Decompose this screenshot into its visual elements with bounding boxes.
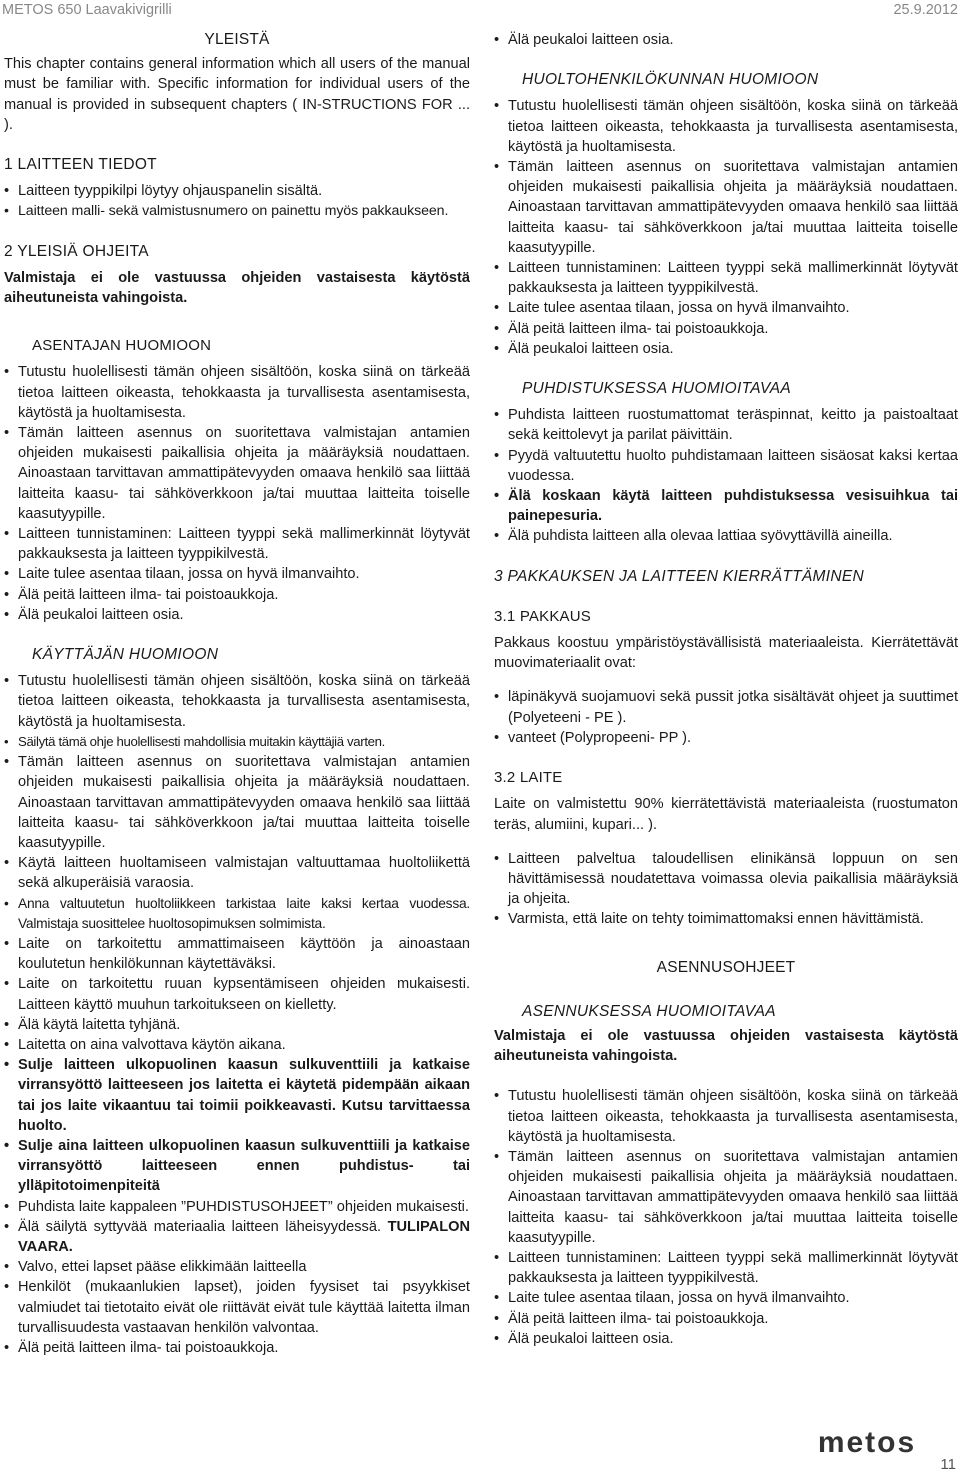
service-heading: HUOLTOHENKILÖKUNNAN HUOMIOON xyxy=(522,71,819,89)
user-list xyxy=(4,671,470,1358)
list-item: • Puhdista laite kappaleen ”PUHDISTUSOHJEET” ohjeiden mukaisesti. xyxy=(4,1197,470,1217)
list-item: • Tämän laitteen asennus on suoritettava valmistajan antamien ohjeiden mukaisesti paikallisia ohjeita ja määräyksiä noudattaen. Ainoastaan tarvittavan ammattipätevyyden omaava henkilö saa liittää laitteita kaasu- tai sähköverkkoon ja/tai muuttaa laitteita toiselle kaasutyypille. xyxy=(4,752,470,853)
list-item: • Laitteen tunnistaminen: Laitteen tyyppi sekä mallimerkinnät löytyvät pakkauksesta ja laitteen tyyppikilvestä. xyxy=(494,258,958,298)
list-item: • Tämän laitteen asennus on suoritettava valmistajan antamien ohjeiden mukaisesti paikallisia ohjeita ja määräyksiä noudattaen. Ainoastaan tarvittavan ammattipätevyyden omaava henkilö saa liittää laitteita kaasu- tai sähköverkkoon ja/tai muuttaa laitteita toiselle kaasutyypille. xyxy=(494,1147,958,1248)
list-item: • Laitteen palveltua taloudellisen elinikänsä loppuun on sen hävittämisessä noudatettava voimassa olevia paikallisia määräyksiä ja ohjeita. xyxy=(494,849,958,910)
fire-hazard-text: TULIPALON VAARA. xyxy=(18,1218,470,1255)
list-item: • Laite tulee asentaa tilaan, jossa on hyvä ilmanvaihto. xyxy=(494,1288,958,1308)
list-item: • Laitteen tunnistaminen: Laitteen tyyppi sekä mallimerkinnät löytyvät pakkauksesta ja laitteen tyyppikilvestä. xyxy=(4,524,470,564)
list-item: • Laitteen malli- sekä valmistusnumero on painettu myös pakkaukseen. xyxy=(4,201,470,221)
right-column xyxy=(494,30,958,1349)
list-item: • Laite on tarkoitettu ammattimaiseen käyttöön ja ainoastaan koulutetun henkilökunnan käytettäväksi. xyxy=(4,934,470,974)
list-item: • Älä peitä laitteen ilma- tai poistoaukkoja. xyxy=(494,1309,958,1329)
section-1-list xyxy=(4,181,470,221)
list-item: • Laite tulee asentaa tilaan, jossa on hyvä ilmanvaihto. xyxy=(4,564,470,584)
list-item: • Säilytä tämä ohje huolellisesti mahdollisia muitakin käyttäjiä varten. xyxy=(4,732,470,752)
section-3-2-list xyxy=(494,849,958,930)
list-item: • Valvo, ettei lapset pääse elikkimään laitteella xyxy=(4,1257,470,1277)
installation-instructions-heading: ASENNUSOHJEET xyxy=(656,958,796,976)
list-item: • Älä peitä laitteen ilma- tai poistoaukkoja. xyxy=(4,585,470,605)
list-item: • Älä peukaloi laitteen osia. xyxy=(494,339,958,359)
page-number: 11 xyxy=(940,1456,956,1473)
list-item: • Älä peitä laitteen ilma- tai poistoaukkoja. xyxy=(494,319,958,339)
left-column xyxy=(4,30,470,1358)
installation-disclaimer: Valmistaja ei ole vastuussa ohjeiden vastaisesta käytöstä aiheutuneista vahingoista. xyxy=(494,1027,958,1065)
installation-list xyxy=(494,1086,958,1349)
list-item: • Pyydä valtuutettu huolto puhdistamaan laitteen sisäosat kaksi kertaa vuodessa. xyxy=(494,446,958,486)
general-text: This chapter contains general information which all users of the manual must be familiar with. Specific information for individual users of the manual is provided in subsequent chapters ( IN-STRUCTIONS FOR ... ). xyxy=(4,56,470,133)
section-3-2-text: Laite on valmistettu 90% kierrätettävistä materiaaleista (ruostumaton teräs, alumiini, kupari... ). xyxy=(494,796,958,833)
list-item: • Älä koskaan käytä laitteen puhdistuksessa vesisuihkua tai painepesuria. xyxy=(494,486,958,526)
list-item: • Tutustu huolellisesti tämän ohjeen sisältöön, koska siinä on tärkeää tietoa laitteen oikeasta, tehokkaasta ja turvallisesta asentamisesta, käytöstä ja huoltamisesta. xyxy=(494,1086,958,1147)
list-item: • Laitteen tyyppikilpi löytyy ohjauspanelin sisältä. xyxy=(4,181,470,201)
section-2-heading: 2 YLEISIÄ OHJEITA xyxy=(4,242,149,260)
section-2-text: Valmistaja ei ole vastuussa ohjeiden vastaisesta käytöstä aiheutuneista vahingoista. xyxy=(4,269,470,307)
list-item: • Varmista, että laite on tehty toimimattomaksi ennen hävittämistä. xyxy=(494,909,958,929)
general-heading: YLEISTÄ xyxy=(204,31,270,48)
document-date: 25.9.2012 xyxy=(893,2,958,18)
list-item: • Laite tulee asentaa tilaan, jossa on hyvä ilmanvaihto. xyxy=(494,298,958,318)
installation-notes-heading: ASENNUKSESSA HUOMIOITAVAA xyxy=(522,1002,776,1020)
metos-logo xyxy=(776,1430,958,1456)
list-item: • Tutustu huolellisesti tämän ohjeen sisältöön, koska siinä on tärkeää tietoa laitteen oikeasta, tehokkaasta ja turvallisesta asentamisesta, käytöstä ja huoltamisesta. xyxy=(494,96,958,157)
list-item: • Tutustu huolellisesti tämän ohjeen sisältöön, koska siinä on tärkeää tietoa laitteen oikeasta, tehokkaasta ja turvallisesta asentamisesta, käytöstä ja huoltamisesta. xyxy=(4,671,470,732)
section-1-heading: 1 LAITTEEN TIEDOT xyxy=(4,156,157,174)
list-item: • Puhdista laitteen ruostumattomat teräspinnat, keitto ja paistoaltaat sekä keittolevyt ja parilat päivittäin. xyxy=(494,405,958,445)
section-3-1-text: Pakkaus koostuu ympäristöystävällisistä materiaaleista. Kierrätettävät muovimateriaalit ovat: xyxy=(494,635,958,672)
list-item: • Sulje aina laitteen ulkopuolinen kaasun sulkuventtiili ja katkaise virransyöttö laitteeseen ennen puhdistus- tai ylläpitotoimenpiteitä xyxy=(4,1136,470,1197)
list-item: • Anna valtuutetun huoltoliikkeen tarkistaa laite kaksi kertaa vuodessa. Valmistaja suosittelee huoltosopimuksen solmimista. xyxy=(4,894,470,934)
list-item-flammable xyxy=(4,1217,470,1257)
list-item: • Käytä laitteen huoltamiseen valmistajan valtuuttamaa huoltoliikettä sekä alkuperäisiä varaosia. xyxy=(4,853,470,893)
list-item: • Tämän laitteen asennus on suoritettava valmistajan antamien ohjeiden mukaisesti paikallisia ohjeita ja määräyksiä noudattaen. Ainoastaan tarvittavan ammattipätevyyden omaava henkilö saa liittää laitteita kaasu- tai sähköverkkoon ja/tai muuttaa laitteita toiselle kaasutyypille. xyxy=(4,423,470,524)
section-3-1-heading: 3.1 PAKKAUS xyxy=(494,607,591,625)
document-title: METOS 650 Laavakivigrilli xyxy=(2,2,172,18)
list-item: • Henkilöt (mukaanlukien lapset), joiden fyysiset tai psyykkiset valmiudet tai tietotaito eivät ole riittävät eivät tule käyttää laitetta ilman turvallisuudesta vastaavan henkilön valvontaa. xyxy=(4,1277,470,1338)
section-3-heading: 3 PAKKAUKSEN JA LAITTEEN KIERRÄTTÄMINEN xyxy=(494,567,865,585)
cleaning-list xyxy=(494,405,958,546)
list-item: • Älä käytä laitetta tyhjänä. xyxy=(4,1015,470,1035)
list-item: • Tämän laitteen asennus on suoritettava valmistajan antamien ohjeiden mukaisesti paikallisia ohjeita ja määräyksiä noudattaen. Ainoastaan tarvittavan ammattipätevyyden omaava henkilö saa liittää laitteita kaasu- tai sähköverkkoon ja/tai muuttaa laitteita toiselle kaasutyypille. xyxy=(494,157,958,258)
list-item: • Älä peukaloi laitteen osia. xyxy=(494,1329,958,1349)
section-3-2-heading: 3.2 LAITE xyxy=(494,769,563,787)
cleaning-heading: PUHDISTUKSESSA HUOMIOITAVAA xyxy=(522,380,792,398)
list-item: • Älä puhdista laitteen alla olevaa lattiaa syövyttävillä aineilla. xyxy=(494,526,958,546)
list-item: • Älä peitä laitteen ilma- tai poistoaukkoja. xyxy=(4,1338,470,1358)
section-3-1-list xyxy=(494,687,958,748)
user-heading: KÄYTTÄJÄN HUOMIOON xyxy=(32,646,219,664)
metos-logo-text: metos xyxy=(817,1430,917,1456)
list-item: • Laite on tarkoitettu ruuan kypsentämiseen ohjeiden mukaisesti. Laitteen käyttö muuhun tarkoitukseen on kielletty. xyxy=(4,974,470,1014)
list-item: • Älä peukaloi laitteen osia. xyxy=(494,30,958,50)
list-item: • Laitetta on aina valvottava käytön aikana. xyxy=(4,1035,470,1055)
flammable-text: Älä säilytä syttyvää materiaalia laitteen läheisyydessä. xyxy=(18,1218,381,1235)
list-item: • Sulje laitteen ulkopuolinen kaasun sulkuventtiili ja katkaise virransyöttö laitteeseen jos laitetta ei käytetä pidempään aikaan tai jos laite vikaantuu tai toimii poikkeavasti. Kutsu tarvittaessa huolto. xyxy=(4,1055,470,1136)
list-item: • vanteet (Polypropeeni- PP ). xyxy=(494,728,958,748)
top-list xyxy=(494,30,958,50)
list-item: • Älä peukaloi laitteen osia. xyxy=(4,605,470,625)
installer-list xyxy=(4,362,470,625)
service-list xyxy=(494,96,958,359)
list-item: • läpinäkyvä suojamuovi sekä pussit jotka sisältävät ohjeet ja suuttimet (Polyeteeni - PE ). xyxy=(494,687,958,727)
list-item: • Tutustu huolellisesti tämän ohjeen sisältöön, koska siinä on tärkeää tietoa laitteen oikeasta, tehokkaasta ja turvallisesta asentamisesta, käytöstä ja huoltamisesta. xyxy=(4,362,470,423)
installer-heading: ASENTAJAN HUOMIOON xyxy=(32,337,212,355)
list-item: • Laitteen tunnistaminen: Laitteen tyyppi sekä mallimerkinnät löytyvät pakkauksesta ja laitteen tyyppikilvestä. xyxy=(494,1248,958,1288)
page-header xyxy=(0,0,960,22)
